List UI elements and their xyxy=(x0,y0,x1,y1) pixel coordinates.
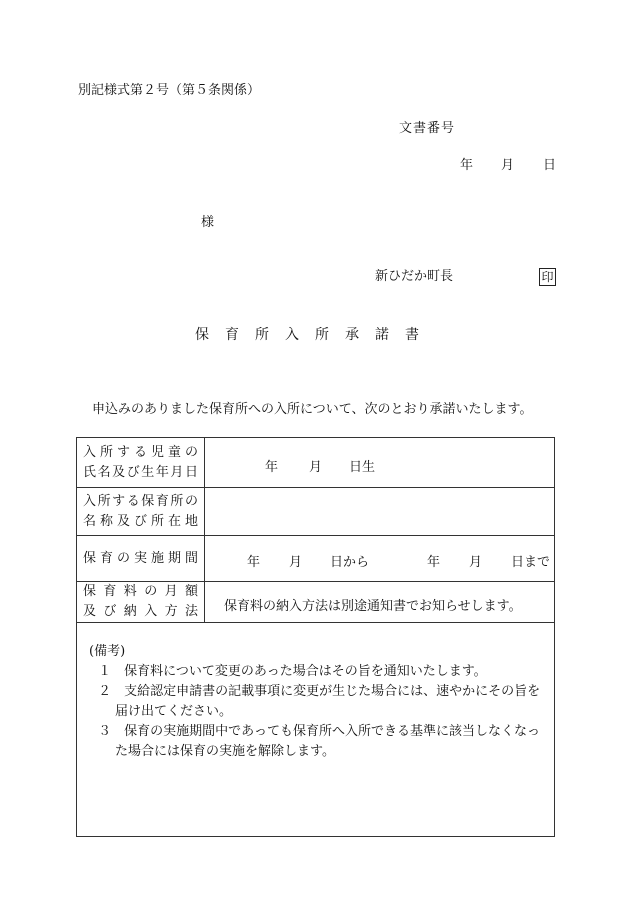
birth-month: 月 xyxy=(309,460,323,475)
child-value xyxy=(205,438,554,487)
issuer-name: 新ひだか町長 xyxy=(375,269,454,284)
fee-value-text: 保育料の納入方法は別途通知書でお知らせします。 xyxy=(224,599,522,614)
period-to-month: 月 xyxy=(469,555,483,570)
facility-row xyxy=(77,488,554,536)
remarks-heading: (備考) xyxy=(89,644,126,659)
fee-label-line-1: 保育料の月額 xyxy=(83,584,198,599)
facility-value xyxy=(205,488,554,535)
issue-date-year: 年 xyxy=(460,158,474,173)
remark-item-1: １ 保育料について変更のあった場合はその旨を通知いたします。 xyxy=(98,664,487,679)
birth-year: 年 xyxy=(265,460,279,475)
remark-item-2: ２ 支給認定申請書の記載事項に変更が生じた場合には、速やかにその旨を届け出てください。 xyxy=(98,684,541,719)
document-title: 保育所入所承諾書 xyxy=(195,327,435,343)
child-label xyxy=(77,438,205,487)
fee-value xyxy=(205,582,554,622)
child-label-line-2: 氏名及び生年月日 xyxy=(83,464,198,480)
intro-text: 申込みのありました保育所への入所について、次のとおり承諾いたします。 xyxy=(92,402,533,417)
period-label xyxy=(77,536,205,581)
period-row xyxy=(77,536,554,582)
seal-mark: 印 xyxy=(539,268,556,286)
period-from-month: 月 xyxy=(289,555,303,570)
remark-item-3: ３ 保育の実施期間中であっても保育所へ入所できる基準に該当しなくなった場合には保育の実施を解除します。 xyxy=(98,724,540,759)
period-label-text: 保育の実施期間 xyxy=(83,550,198,566)
period-from-year: 年 xyxy=(247,555,261,570)
remarks-section xyxy=(89,642,548,762)
form-identifier: 別記様式第２号（第５条関係） xyxy=(78,83,261,98)
fee-row xyxy=(77,582,554,623)
fee-label xyxy=(77,582,205,622)
document-number-label: 文書番号 xyxy=(399,121,456,136)
facility-label-line-1: 入所する保育所の xyxy=(83,493,198,509)
issue-date-month: 月 xyxy=(501,158,515,173)
fee-label-line-2: 及び納入方法 xyxy=(83,604,198,619)
birth-day: 日生 xyxy=(349,460,376,475)
facility-label-line-2: 名称及び所在地 xyxy=(83,513,198,529)
issue-date-day: 日 xyxy=(543,158,557,173)
period-from-day: 日から xyxy=(330,555,370,570)
child-label-line-1: 入所する児童の xyxy=(83,444,198,460)
child-row xyxy=(77,438,554,488)
period-to-year: 年 xyxy=(427,555,441,570)
addressee-honorific: 様 xyxy=(201,215,215,230)
approval-table xyxy=(76,437,555,837)
facility-label xyxy=(77,488,205,535)
period-value xyxy=(205,536,554,581)
period-to-day: 日まで xyxy=(511,555,551,570)
